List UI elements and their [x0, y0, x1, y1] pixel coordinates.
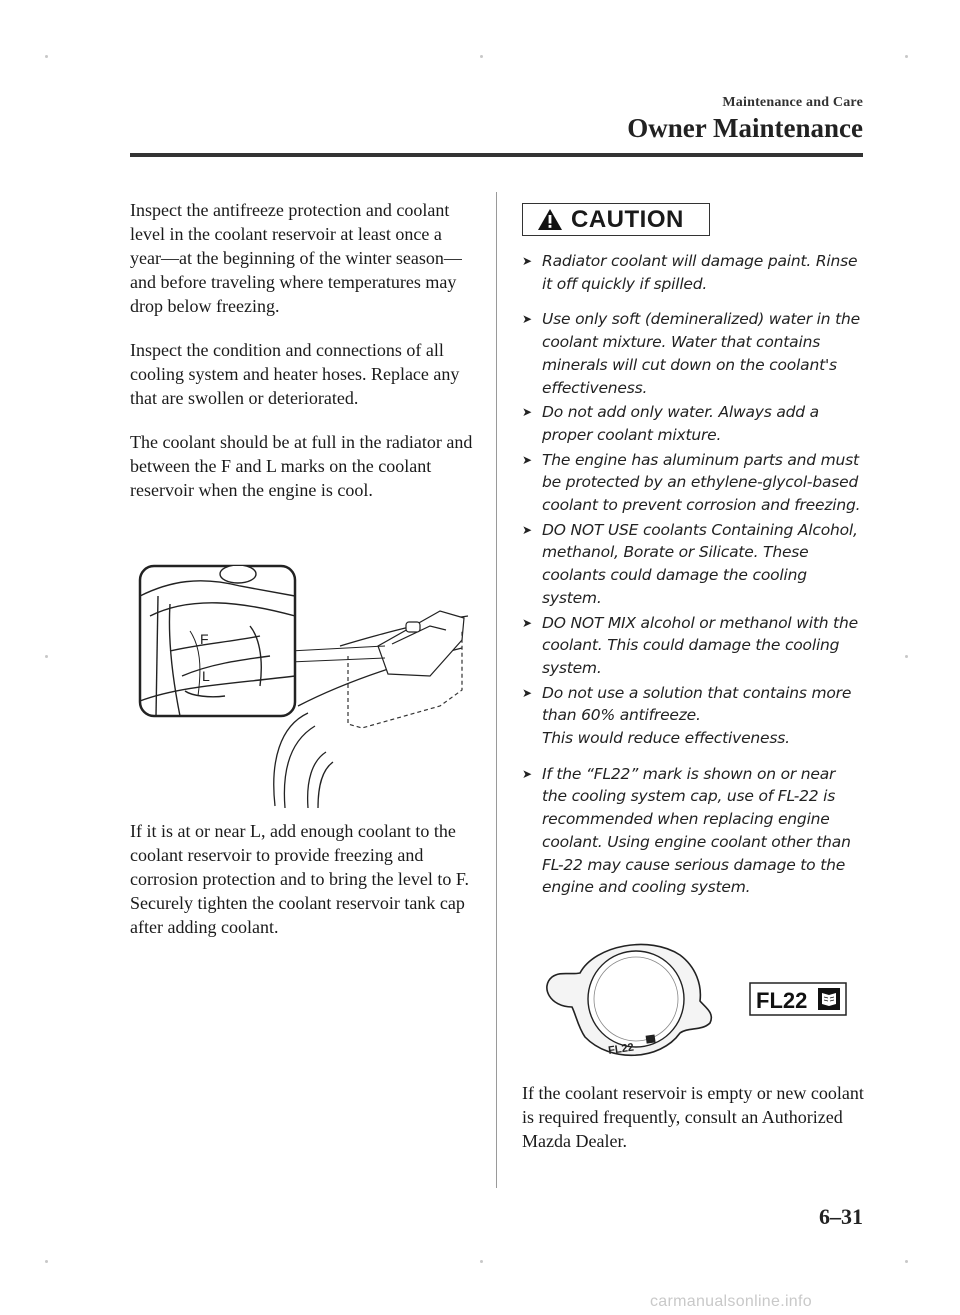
- paragraph-hoses: Inspect the condition and connections of all cooling system and heater hoses. Replace any that are swollen or deteriorated.: [130, 340, 460, 408]
- bullet-arrow-icon: ➤: [522, 685, 532, 700]
- chapter-title: Owner Maintenance: [627, 113, 863, 143]
- page-number: 6–31: [819, 1204, 863, 1229]
- fl22-label: FL22: [756, 988, 808, 1013]
- paragraph-add-coolant: If it is at or near L, add enough coolant to the coolant reservoir to provide freezing and corrosion protection and to bring the level to F.: [130, 821, 469, 889]
- paragraph-tighten-cap: Securely tighten the coolant reservoir tank cap after adding coolant.: [130, 893, 465, 937]
- section-title: Maintenance and Care: [722, 95, 863, 110]
- bullet-arrow-icon: ➤: [522, 522, 532, 537]
- list-item: ➤ DO NOT USE coolants Containing Alcohol, methanol, Borate or Silicate. These coolants could damage the cooling system.: [522, 520, 858, 607]
- crop-mark: [45, 655, 48, 658]
- list-item: ➤ Do not use a solution that contains more than 60% antifreeze. This would reduce effectiveness.: [522, 683, 852, 748]
- caution-list: [522, 250, 864, 899]
- paragraph-antifreeze: Inspect the antifreeze protection and coolant level in the coolant reservoir at least once a year—at the beginning of the winter season—and before traveling where temperatures may drop below freezing.: [130, 200, 462, 316]
- caution-label: CAUTION: [571, 205, 684, 233]
- crop-mark: [480, 1260, 483, 1263]
- crop-mark: [905, 55, 908, 58]
- right-column: [522, 203, 864, 901]
- mark-l: L: [202, 668, 210, 684]
- header-rule: [130, 153, 863, 157]
- bullet-arrow-icon: ➤: [522, 254, 532, 268]
- after-figure-text: [130, 819, 475, 939]
- crop-mark: [45, 1260, 48, 1263]
- radiator-cap-illustration: [540, 935, 850, 1063]
- bullet-arrow-icon: ➤: [522, 405, 532, 420]
- list-item: ➤ Do not add only water. Always add a proper coolant mixture.: [522, 403, 819, 444]
- crop-mark: [905, 655, 908, 658]
- warning-triangle-icon: [537, 208, 563, 231]
- crop-mark: [480, 55, 483, 58]
- bullet-arrow-icon: ➤: [522, 615, 532, 630]
- final-text: [522, 1081, 864, 1153]
- caution-box: [522, 203, 710, 236]
- list-item: ➤ The engine has aluminum parts and must be protected by an ethylene-glycol-based coolant to prevent corrosion and freezing.: [522, 450, 861, 515]
- crop-mark: [905, 1260, 908, 1263]
- list-item: ➤ Use only soft (demineralized) water in the coolant mixture. Water that contains minerals will cut down on the coolant's effectiveness.: [522, 310, 860, 397]
- watermark: carmanualsonline.info: [650, 1293, 812, 1310]
- paragraph-consult-dealer: If the coolant reservoir is empty or new coolant is required frequently, consult an Authorized Mazda Dealer.: [522, 1083, 864, 1151]
- paragraph-coolant-level: The coolant should be at full in the radiator and between the F and L marks on the coolant reservoir when the engine is cool.: [130, 432, 473, 500]
- list-item: ➤ Radiator coolant will damage paint. Rinse it off quickly if spilled.: [522, 252, 858, 293]
- coolant-reservoir-illustration: [130, 556, 470, 818]
- mark-f: F: [200, 631, 209, 647]
- bullet-arrow-icon: ➤: [522, 312, 532, 327]
- crop-mark: [45, 55, 48, 58]
- bullet-arrow-icon: ➤: [522, 452, 532, 467]
- bullet-arrow-icon: ➤: [522, 766, 532, 781]
- page-header: [130, 95, 863, 144]
- cap-fl22-text: FL22: [607, 1041, 635, 1057]
- list-item: ➤ If the “FL22” mark is shown on or near the cooling system cap, use of FL-22 is recommended when replacing engine coolant. Using engine coolant other than FL-22 may cause serious damage to the engine and cooling system.: [522, 764, 851, 897]
- left-column: [130, 198, 475, 522]
- column-divider: [496, 192, 497, 1188]
- list-item: ➤ DO NOT MIX alcohol or methanol with the coolant. This could damage the cooling system.: [522, 613, 858, 677]
